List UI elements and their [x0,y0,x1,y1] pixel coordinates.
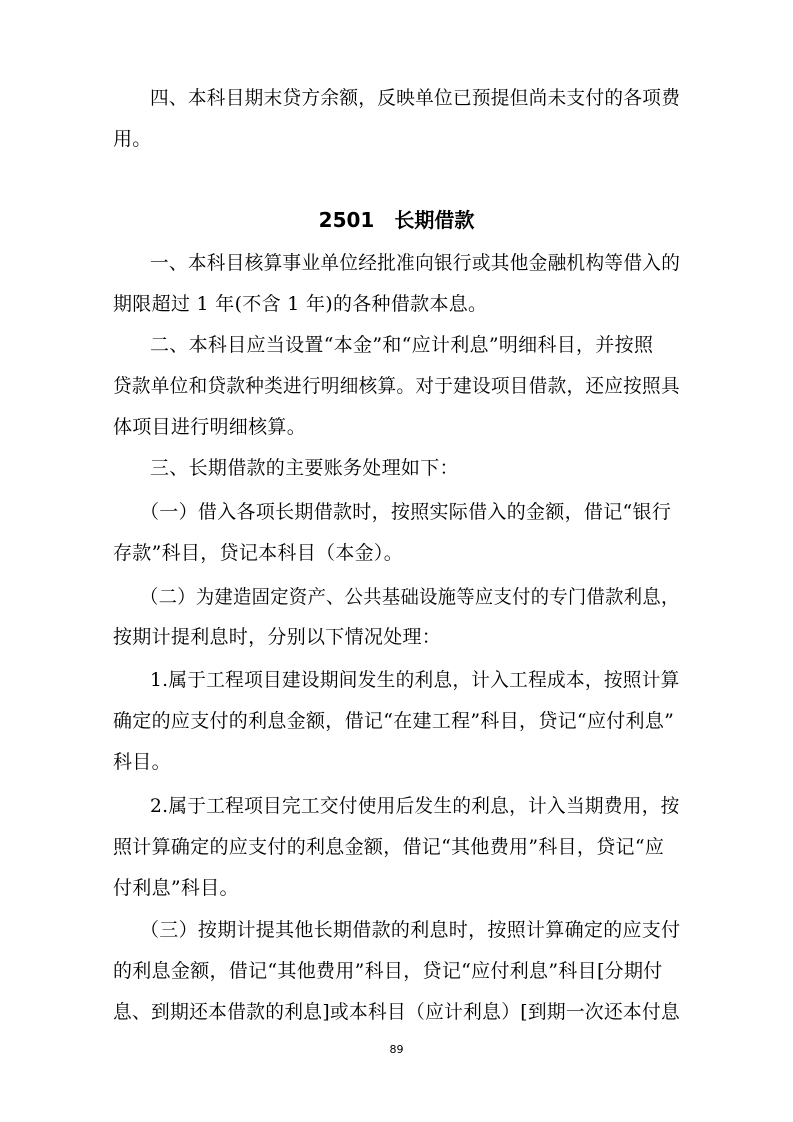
paragraph-line: 的利息金额，借记“其他费用”科目，贷记“应付利息”科目[分期付 [113,960,663,982]
paragraph-line: 二、本科目应当设置“本金”和“应计利息”明细科目，并按照 [150,334,654,356]
paragraph-line: 期限超过 1 年(不含 1 年)的各种借款本息。 [113,293,488,315]
paragraph-line: （一）借入各项长期借款时，按照实际借入的金额，借记“银行 [140,501,672,523]
paragraph-line: 用。 [113,128,152,150]
paragraph-line: 确定的应支付的利息金额，借记“在建工程”科目，贷记“应付利息” [113,710,675,732]
paragraph-line: 付利息”科目。 [113,877,239,899]
section-heading: 2501 长期借款 [318,208,475,232]
paragraph-line: 四、本科目期末贷方余额，反映单位已预提但尚未支付的各项费 [150,87,681,109]
paragraph-line: 存款”科目，贷记本科目（本金）。 [113,542,404,564]
paragraph-line: 照计算确定的应支付的利息金额，借记“其他费用”科目，贷记“应 [113,836,665,858]
paragraph-line: 科目。 [113,751,171,773]
paragraph-line: 贷款单位和贷款种类进行明细核算。对于建设项目借款，还应按照具 [113,375,680,397]
paragraph-line: 2.属于工程项目完工交付使用后发生的利息，计入当期费用，按 [150,795,680,817]
paragraph-line: 体项目进行明细核算。 [113,416,307,438]
paragraph-line: 按期计提利息时，分别以下情况处理： [113,626,442,648]
page-number: 89 [389,1043,404,1056]
paragraph-line: （二）为建造固定资产、公共基础设施等应支付的专门借款利息， [140,586,680,608]
paragraph-line: 1.属于工程项目建设期间发生的利息，计入工程成本，按照计算 [150,669,680,691]
paragraph-line: （三）按期计提其他长期借款的利息时，按照计算确定的应支付 [140,919,681,941]
paragraph-line: 一、本科目核算事业单位经批准向银行或其他金融机构等借入的 [150,252,681,274]
paragraph-line: 息、到期还本借款的利息]或本科目（应计利息）[到期一次还本付息 [113,1001,681,1023]
paragraph-line: 三、长期借款的主要账务处理如下： [150,457,459,479]
